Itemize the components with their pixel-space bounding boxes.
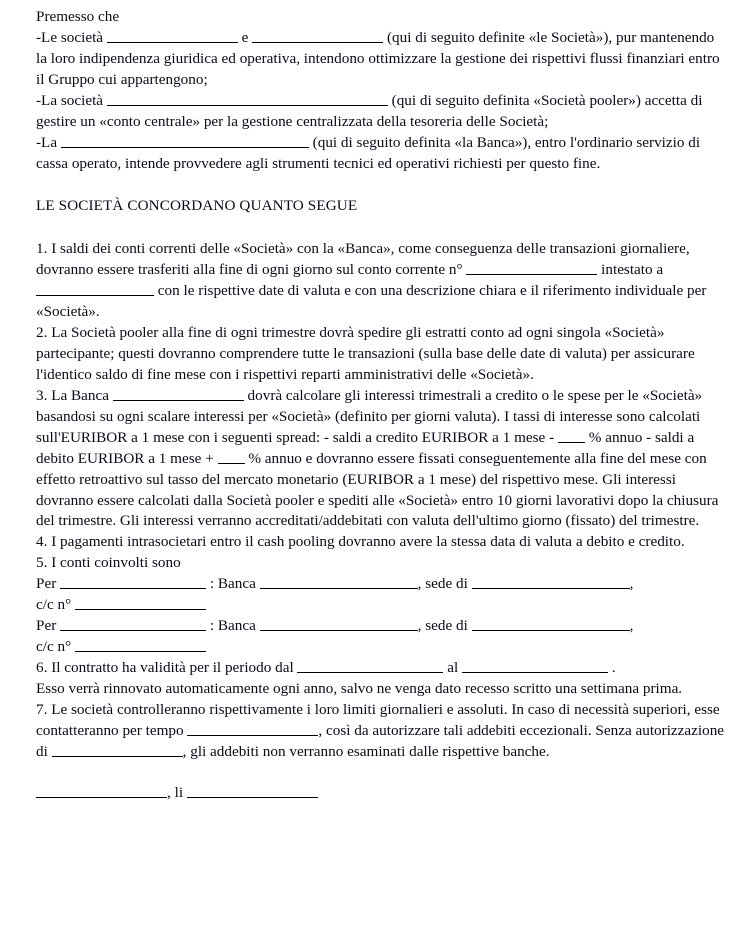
recital-3-lead: -La — [36, 133, 61, 151]
recital-3 — [36, 133, 729, 175]
clause-3-part2: dovrà calcolare gli interessi trimestrali a credito o le spese per le «Società» basandosi su ogni scalare interessi per «Società» (definito per giorni valuta). I tassi di interesse sono calcolati sull'EURIBOR a 1 mese con i seguenti spread: - saldi a credito EURIBOR a 1 mese - — [36, 386, 703, 446]
recital-3-tail: (qui di seguito definita «la Banca»), entro l'ordinario servizio di cassa operato, intende provvedere agli strumenti tecnici ed operativi richiesti per questo fine. — [36, 133, 701, 172]
clause-5-intro-text: 5. I conti coinvolti sono — [36, 554, 181, 572]
blank-societa-2[interactable] — [252, 28, 383, 43]
account-2-end-punct: , — [629, 617, 634, 635]
clause-3 — [36, 386, 729, 533]
blank-account-2-ccn[interactable] — [75, 637, 206, 652]
recital-1-lead: -Le società — [36, 28, 107, 46]
clause-4 — [36, 532, 729, 553]
blank-banca[interactable] — [61, 133, 309, 148]
blank-account-1-ccn[interactable] — [75, 595, 206, 610]
blank-account-1-banca[interactable] — [260, 574, 418, 589]
recital-1-conjunction: e — [237, 28, 253, 46]
clause-6-part4: Esso verrà rinnovato automaticamente ogni anno, salvo ne venga dato recesso scritto una settimana prima. — [36, 680, 683, 697]
blank-signature-data[interactable] — [187, 783, 318, 798]
blank-spread-debito[interactable] — [218, 449, 245, 464]
clause-1 — [36, 239, 729, 323]
clause-3-part1: 3. La Banca — [36, 386, 113, 404]
blank-account-2-banca[interactable] — [260, 616, 418, 631]
clause-2-text: 2. La Società pooler alla fine di ogni trimestre dovrà spedire gli estratti conto ad ogni singola «Società» partecipante; questi dovranno comprendere tutte le transazioni (sulla base delle date di valuta) per assicurare l'identico saldo di fine mese con i rispettivi reparti amministrativi delle «Società». — [36, 324, 695, 383]
recital-1 — [36, 28, 729, 91]
signature-separator: , li — [167, 783, 187, 801]
account-1-per-label: Per — [36, 575, 61, 593]
clause-6-part2: al — [443, 659, 463, 677]
spacer-after-heading — [36, 217, 729, 239]
blank-account-2-sede[interactable] — [472, 616, 630, 631]
clause-7 — [36, 700, 729, 763]
blank-account-1-societa[interactable] — [60, 574, 206, 589]
account-1-end-punct: , — [629, 575, 634, 593]
clause-4-text: 4. I pagamenti intrasocietari entro il cash pooling dovranno avere la stessa data di valuta a debito e credito. — [36, 533, 685, 551]
blank-account-2-societa[interactable] — [60, 616, 206, 631]
clause-1-part1: 1. I saldi dei conti correnti delle «Società» con la «Banca», come conseguenza delle transazioni giornaliere, dovranno essere trasferiti alla fine di ogni giorno sul conto corrente n° — [36, 240, 690, 279]
recital-1-tail: (qui di seguito definite «le Società»), pur mantenendo la loro indipendenza giuridica ed operativa, intendono ottimizzare la gestione dei rispettivi flussi finanziari entro il Gruppo cui appartengono; — [36, 28, 720, 88]
recital-2-lead: -La società — [36, 91, 107, 109]
blank-autorizzazione[interactable] — [52, 742, 183, 757]
blank-contatto-tempo[interactable] — [187, 721, 318, 736]
clause-2 — [36, 323, 729, 386]
blank-periodo-al[interactable] — [462, 658, 608, 673]
blank-societa-pooler[interactable] — [107, 91, 388, 106]
clause-3-part4: % annuo e dovranno essere fissati conseguentemente alla fine del mese con effetto retroattivo sul tasso del mercato monetario (EURIBOR a 1 mese) del rispettivo mese. Gli interessi dovranno essere calcolati dalla Società pooler e spediti alle «Società» entro 10 giorni lavorativi dopo la chiusura del trimestre. Gli interessi verranno accreditati/addebitati con valuta dell'ultimo giorno (fissato) del trimestre. — [36, 449, 719, 530]
spacer-before-heading — [36, 174, 729, 196]
clause-7-part1: 7. Le società controlleranno rispettivamente i loro limiti giornalieri e assoluti. In caso di necessità superiori, esse contatteranno per tempo — [36, 700, 720, 739]
page-title — [36, 196, 729, 217]
recital-2 — [36, 91, 729, 133]
spacer-before-signature — [36, 763, 729, 783]
account-2-banca-label: : Banca — [206, 617, 260, 635]
clause-3-part3: % annuo - saldi a debito EURIBOR a 1 mese + — [36, 428, 695, 467]
clause-7-part2: , così da autorizzare tali addebiti eccezionali. Senza autorizzazione di — [36, 721, 725, 760]
account-row-1 — [36, 574, 729, 616]
clause-1-part3: con le rispettive date di valuta e con una descrizione chiara e il riferimento individuale per «Società». — [36, 282, 707, 321]
account-1-sede-label: , sede di — [417, 575, 472, 593]
blank-spread-credito[interactable] — [558, 428, 585, 443]
account-2-per-label: Per — [36, 617, 61, 635]
clause-7-part3: , gli addebiti non verranno esaminati dalle rispettive banche. — [182, 742, 550, 760]
account-2-sede-label: , sede di — [417, 617, 472, 635]
blank-account-1-sede[interactable] — [472, 574, 630, 589]
blank-banca-nome[interactable] — [113, 386, 244, 401]
clause-5-intro — [36, 553, 729, 574]
blank-signature-luogo[interactable] — [36, 783, 167, 798]
heading-text: LE SOCIETÀ CONCORDANO QUANTO SEGUE — [36, 197, 358, 215]
blank-societa-1[interactable] — [107, 28, 238, 43]
preamble-label — [36, 7, 729, 28]
signature-line — [36, 783, 729, 804]
clause-6 — [36, 658, 729, 700]
preamble-text: Premesso che — [36, 8, 120, 25]
blank-conto-corrente[interactable] — [466, 260, 597, 275]
account-1-banca-label: : Banca — [206, 575, 260, 593]
clause-1-part2: intestato a — [597, 261, 664, 279]
account-1-ccn-label: c/c n° — [36, 596, 75, 614]
blank-periodo-dal[interactable] — [297, 658, 443, 673]
recital-2-tail: (qui di seguito definita «Società pooler») accetta di gestire un «conto centrale» per la gestione centralizzata della tesoreria delle Società; — [36, 91, 703, 130]
clause-6-part1: 6. Il contratto ha validità per il periodo dal — [36, 659, 298, 677]
account-row-2 — [36, 616, 729, 658]
blank-intestato-a[interactable] — [36, 281, 154, 296]
account-2-ccn-label: c/c n° — [36, 638, 75, 656]
clause-6-part3: . — [608, 659, 616, 677]
